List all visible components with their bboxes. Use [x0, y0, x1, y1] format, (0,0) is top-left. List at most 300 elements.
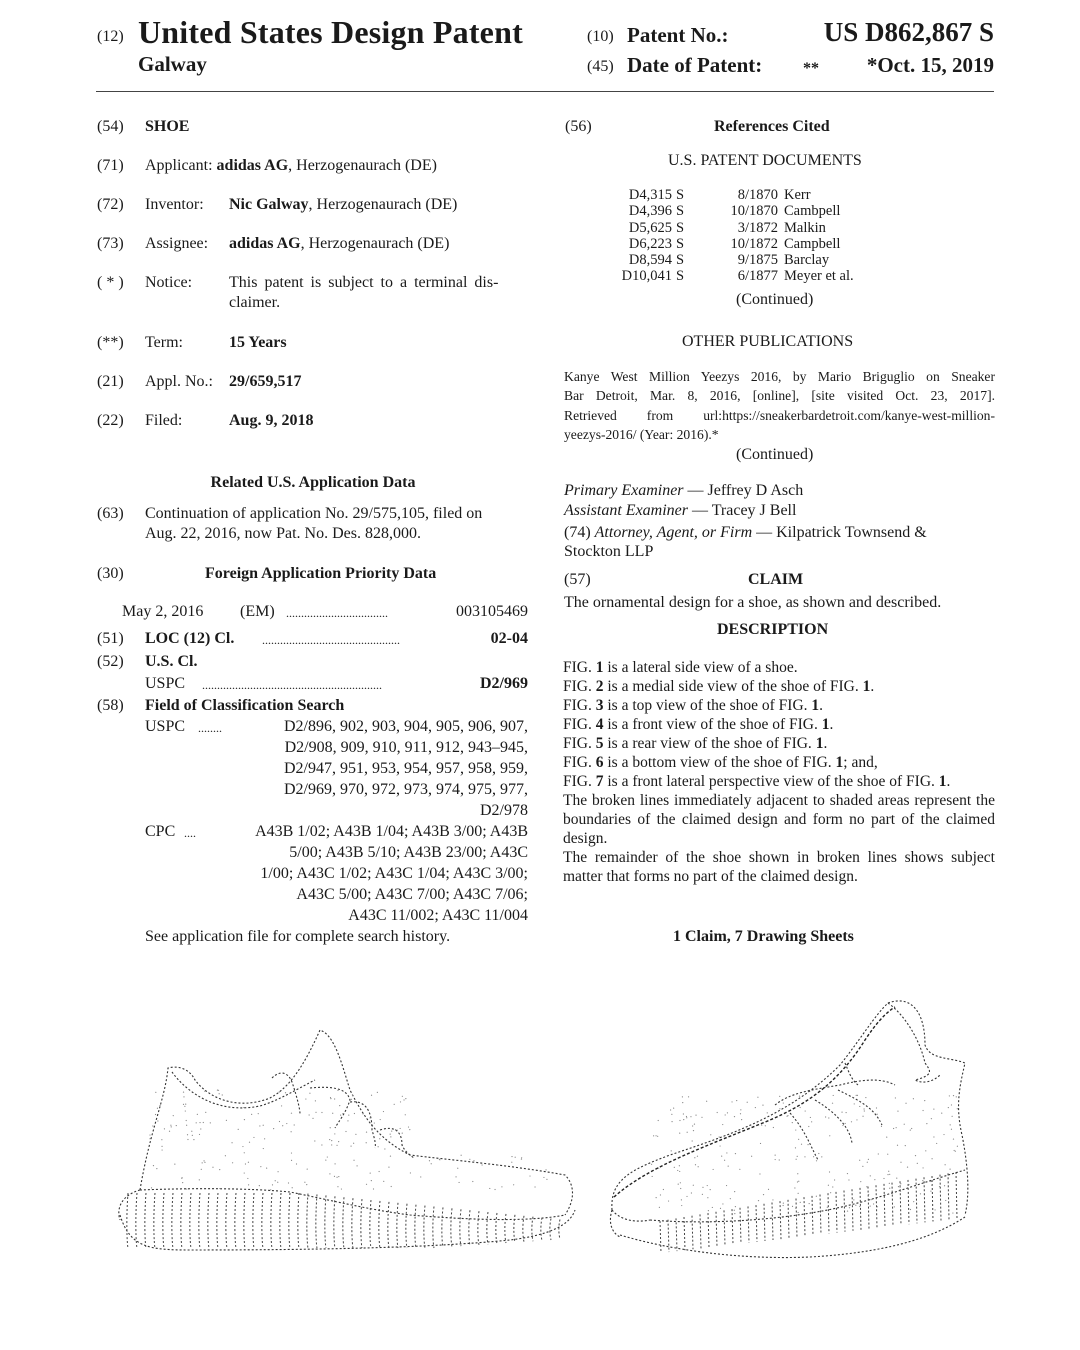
stipple-dot — [282, 1125, 283, 1126]
stipple-dot — [945, 1200, 946, 1201]
stipple-dot — [813, 1156, 814, 1157]
reference-kind: S — [676, 187, 685, 203]
stipple-dot — [798, 1139, 799, 1140]
stipple-dot — [797, 1173, 798, 1174]
description-heading: DESCRIPTION — [717, 621, 829, 638]
upper-outline — [140, 1030, 573, 1215]
stipple-dot — [953, 1138, 954, 1139]
stipple-dot — [671, 1150, 672, 1151]
inid-code-54: (54) — [97, 118, 124, 135]
field-uspc-dots: ........ — [198, 721, 222, 735]
stipple-dot — [887, 1154, 888, 1155]
stipple-dot — [231, 1142, 232, 1143]
stipple-dot — [200, 1128, 201, 1129]
stipple-dot — [397, 1130, 398, 1131]
stipple-dot — [149, 1134, 150, 1135]
stipple-dot — [330, 1127, 331, 1128]
stipple-dot — [383, 1181, 384, 1182]
reference-name: Malkin — [784, 219, 826, 236]
stipple-dot — [779, 1096, 780, 1097]
stipple-dot — [860, 1181, 861, 1182]
notice-text-line2: claimer. — [229, 294, 281, 311]
reference-kind: S — [676, 219, 685, 236]
stipple-dot — [263, 1125, 264, 1126]
stipple-dot — [153, 1165, 154, 1166]
stipple-dot — [957, 1108, 958, 1109]
reference-row — [600, 268, 854, 284]
loc-label: LOC (12) Cl. — [145, 630, 235, 647]
stipple-dot — [679, 1171, 680, 1172]
stipple-dot — [779, 1108, 780, 1109]
stipple-dot — [686, 1116, 687, 1117]
sole-rib — [388, 1202, 389, 1248]
stipple-dot — [511, 1156, 512, 1157]
inid-code-52: (52) — [97, 653, 124, 670]
stipple-dot — [244, 1172, 245, 1173]
stipple-dot — [332, 1113, 333, 1114]
other-publications-heading: OTHER PUBLICATIONS — [682, 333, 854, 350]
stipple-dot — [862, 1166, 863, 1167]
sole-rib — [136, 1193, 137, 1248]
stipple-dot — [702, 1187, 703, 1188]
reference-row — [600, 203, 854, 219]
stipple-dot — [494, 1189, 495, 1190]
stipple-dot — [501, 1186, 502, 1187]
loc-leader-dots: .............................................. — [262, 633, 400, 647]
stipple-dot — [164, 1128, 165, 1129]
stipple-dot — [197, 1114, 198, 1115]
stipple-dot — [854, 1103, 855, 1104]
stipple-dot — [161, 1139, 162, 1140]
stipple-dot — [679, 1165, 680, 1166]
stipple-dot — [238, 1129, 239, 1130]
stipple-dot — [873, 1203, 874, 1204]
stipple-dot — [395, 1129, 396, 1130]
inventor-field — [229, 196, 457, 214]
stipple-dot — [727, 1112, 728, 1113]
stipple-dot — [829, 1135, 830, 1136]
stipple-dot — [948, 1107, 949, 1108]
stipple-dot — [330, 1098, 331, 1099]
stipple-dot — [722, 1203, 723, 1204]
collar-line — [172, 1072, 315, 1108]
stipple-dot — [225, 1155, 226, 1156]
stipple-dot — [818, 1153, 819, 1154]
stipple-dot — [373, 1188, 374, 1189]
stipple-dot — [218, 1090, 219, 1091]
stipple-dot — [834, 1179, 835, 1180]
stipple-dot — [833, 1095, 834, 1096]
sole-rib — [505, 1214, 506, 1243]
stipple-dot — [660, 1194, 661, 1195]
stipple-dot — [863, 1108, 864, 1109]
stipple-dot — [277, 1182, 278, 1183]
stipple-dot — [348, 1114, 349, 1115]
stipple-dot — [868, 1159, 869, 1160]
sole-rib — [163, 1193, 164, 1248]
stipple-dot — [712, 1207, 713, 1208]
stipple-dot — [845, 1123, 846, 1124]
stipple-dot — [439, 1159, 440, 1160]
stipple-dot — [846, 1112, 847, 1113]
stipple-dot — [945, 1164, 946, 1165]
stipple-dot — [853, 1199, 854, 1200]
reference-number: D5,625 — [628, 219, 672, 236]
stipple-dot — [183, 1092, 184, 1093]
stipple-dot — [183, 1096, 184, 1097]
stipple-dot — [933, 1108, 934, 1109]
stipple-dot — [199, 1122, 200, 1123]
stipple-dot — [710, 1189, 711, 1190]
toe-cap — [612, 1210, 650, 1221]
stipple-dot — [691, 1192, 692, 1193]
sole-rib — [271, 1193, 272, 1248]
header-divider — [96, 91, 994, 92]
stipple-dot — [671, 1114, 672, 1115]
sole-rib — [325, 1195, 326, 1248]
stipple-dot — [682, 1096, 683, 1097]
stipple-dot — [285, 1092, 286, 1093]
stipple-dot — [259, 1125, 260, 1126]
sole-rib — [181, 1193, 182, 1248]
figure-description: FIG. 7 is a front lateral perspective view of the shoe of FIG. 1. — [563, 773, 951, 790]
stipple-dot — [910, 1129, 911, 1130]
applicant-name: adidas AG — [216, 157, 289, 174]
stipple-dot — [191, 1131, 192, 1132]
stipple-dot — [173, 1115, 174, 1116]
field-uspc-line: D2/978 — [480, 802, 528, 819]
stipple-dot — [259, 1185, 260, 1186]
stipple-dot — [758, 1200, 759, 1201]
sole-rib — [145, 1193, 146, 1248]
stipple-dot — [677, 1170, 678, 1171]
stipple-dot — [192, 1135, 193, 1136]
stipple-dot — [805, 1110, 806, 1111]
reference-date: 8/1870 — [737, 187, 778, 203]
stipple-dot — [351, 1099, 352, 1100]
reference-name: Kerr — [784, 187, 811, 203]
other-publication-line: Bar Detroit, Mar. 8, 2016, [online], [site visited Oct. 23, 2017]. — [564, 388, 995, 404]
continuation-line2: Aug. 22, 2016, now Pat. No. Des. 828,000. — [145, 525, 421, 542]
stipple-dot — [706, 1101, 707, 1102]
term-value: 15 Years — [229, 334, 287, 351]
reference-row — [600, 220, 854, 236]
stipple-dot — [543, 1177, 544, 1178]
stipple-dot — [870, 1199, 871, 1200]
stipple-dot — [306, 1184, 307, 1185]
stipple-dot — [193, 1139, 194, 1140]
other-publication-line: yeezys-2016/ (Year: 2016).* — [564, 426, 719, 442]
stipple-dot — [922, 1110, 923, 1111]
stipple-dot — [366, 1132, 367, 1133]
sole-rib — [804, 1197, 805, 1236]
stipple-dot — [337, 1186, 338, 1187]
stipple-dot — [185, 1110, 186, 1111]
stipple-dot — [880, 1121, 881, 1122]
primary-examiner-name: — Jeffrey D Asch — [683, 482, 804, 499]
stipple-dot — [708, 1210, 709, 1211]
sole-rib — [541, 1218, 542, 1241]
stipple-dot — [797, 1156, 798, 1157]
stipple-dot — [291, 1113, 292, 1114]
stipple-dot — [455, 1176, 456, 1177]
stipple-dot — [314, 1140, 315, 1141]
stipple-dot — [205, 1112, 206, 1113]
stipple-dot — [877, 1206, 878, 1207]
assignee-name: adidas AG — [229, 235, 301, 252]
stipple-dot — [881, 1126, 882, 1127]
priority-number: 003105469 — [456, 603, 528, 620]
stipple-dot — [735, 1206, 736, 1207]
stipple-dot — [342, 1113, 343, 1114]
reference-date: 10/1870 — [730, 203, 778, 220]
stipple-dot — [513, 1184, 514, 1185]
stipple-dot — [247, 1178, 248, 1179]
lace — [310, 1087, 350, 1128]
stipple-dot — [808, 1126, 809, 1127]
stipple-dot — [219, 1188, 220, 1189]
stipple-dot — [739, 1169, 740, 1170]
sole-rib — [876, 1185, 877, 1228]
stipple-dot — [859, 1106, 860, 1107]
stipple-dot — [734, 1116, 735, 1117]
sole-rib — [956, 1172, 957, 1219]
appl-no-label: Appl. No.: — [145, 373, 213, 390]
stipple-dot — [270, 1189, 271, 1190]
reference-kind: S — [676, 235, 685, 252]
stipple-dot — [371, 1095, 372, 1096]
stipple-dot — [859, 1206, 860, 1207]
assistant-examiner-label: Assistant Examiner — [564, 502, 688, 519]
sole-rib — [924, 1177, 925, 1222]
stipple-dot — [693, 1185, 694, 1186]
inid-code-notice: ( * ) — [97, 274, 124, 291]
stipple-dot — [263, 1148, 264, 1149]
invention-title: SHOE — [145, 118, 190, 135]
sole-rib — [660, 1221, 661, 1253]
stipple-dot — [402, 1096, 403, 1097]
sole-rib — [828, 1193, 829, 1233]
filed-label: Filed: — [145, 412, 183, 429]
stipple-dot — [409, 1129, 410, 1130]
stipple-dot — [717, 1112, 718, 1113]
stipple-dot — [249, 1142, 250, 1143]
stipple-dot — [841, 1112, 842, 1113]
inventor-name: Nic Galway — [229, 196, 309, 213]
stipple-dot — [710, 1134, 711, 1135]
figure-description: FIG. 3 is a top view of the shoe of FIG. 1. — [563, 697, 824, 714]
midsole-bottom — [620, 1217, 965, 1258]
stipple-dot — [281, 1105, 282, 1106]
stipple-dot — [243, 1107, 244, 1108]
stipple-dot — [734, 1213, 735, 1214]
sole-rib — [307, 1194, 308, 1248]
stipple-dot — [795, 1129, 796, 1130]
stipple-dot — [772, 1199, 773, 1200]
stipple-dot — [859, 1160, 860, 1161]
stipple-dot — [204, 1091, 205, 1092]
stipple-dot — [736, 1100, 737, 1101]
field-cpc-line: A43B 1/02; A43B 1/04; A43B 3/00; A43B — [255, 823, 528, 840]
sole-rib — [892, 1183, 893, 1227]
sole-rib — [772, 1202, 773, 1240]
lace — [350, 1102, 375, 1148]
inid-code-30: (30) — [97, 565, 124, 582]
stipple-dot — [291, 1131, 292, 1132]
sole-rib — [127, 1193, 128, 1248]
stipple-dot — [683, 1113, 684, 1114]
figure-description: FIG. 6 is a bottom view of the shoe of FIG. 1; and, — [563, 754, 878, 771]
sole-rib — [940, 1175, 941, 1221]
stipple-dot — [345, 1131, 346, 1132]
sole-rib — [172, 1193, 173, 1248]
stipple-dot — [931, 1185, 932, 1186]
stipple-dot — [161, 1146, 162, 1147]
stipple-dot — [792, 1206, 793, 1207]
stipple-dot — [264, 1138, 265, 1139]
lace — [838, 1090, 882, 1125]
figure-description: FIG. 1 is a lateral side view of a shoe. — [563, 659, 798, 676]
stipple-dot — [807, 1144, 808, 1145]
reference-row — [600, 236, 854, 252]
stipple-dot — [695, 1114, 696, 1115]
sole-rib — [208, 1193, 209, 1248]
priority-date: May 2, 2016 — [122, 603, 204, 620]
stipple-dot — [182, 1182, 183, 1183]
stipple-dot — [832, 1186, 833, 1187]
midsole-bottom — [120, 1210, 575, 1250]
stipple-dot — [187, 1139, 188, 1140]
stipple-dot — [253, 1137, 254, 1138]
field-search-heading: Field of Classification Search — [145, 697, 345, 714]
foreign-priority-heading: Foreign Application Priority Data — [205, 565, 437, 582]
stipple-dot — [334, 1133, 335, 1134]
patent-no-label: Patent No.: — [627, 23, 729, 47]
stipple-dot — [378, 1146, 379, 1147]
stipple-dot — [827, 1207, 828, 1208]
claim-text: The ornamental design for a shoe, as shown and described. — [564, 594, 942, 611]
stipple-dot — [461, 1155, 462, 1156]
filed-value: Aug. 9, 2018 — [229, 412, 314, 429]
claims-sheets-summary: 1 Claim, 7 Drawing Sheets — [673, 928, 854, 945]
stipple-dot — [926, 1123, 927, 1124]
stipple-dot — [402, 1133, 403, 1134]
stipple-dot — [651, 1164, 652, 1165]
lace — [775, 1080, 895, 1105]
stipple-dot — [939, 1186, 940, 1187]
stipple-dot — [857, 1095, 858, 1096]
patent-number: US D862,867 S — [823, 17, 994, 47]
sole-rib — [700, 1214, 701, 1248]
sole-rib — [415, 1205, 416, 1248]
stipple-dot — [779, 1159, 780, 1160]
stipple-dot — [905, 1103, 906, 1104]
stipple-dot — [941, 1113, 942, 1114]
stipple-dot — [799, 1096, 800, 1097]
stipple-dot — [795, 1208, 796, 1209]
stipple-dot — [847, 1173, 848, 1174]
stipple-dot — [305, 1098, 306, 1099]
stipple-dot — [798, 1181, 799, 1182]
primary-examiner-label: Primary Examiner — [564, 482, 684, 499]
stipple-dot — [329, 1139, 330, 1140]
stipple-dot — [674, 1167, 675, 1168]
sole-rib — [343, 1197, 344, 1248]
stipple-dot — [849, 1207, 850, 1208]
stipple-dot — [686, 1196, 687, 1197]
stipple-dot — [915, 1155, 916, 1156]
stipple-dot — [925, 1150, 926, 1151]
stipple-dot — [203, 1160, 204, 1161]
reference-number: D4,315 — [628, 187, 672, 203]
date-of-patent: *Oct. 15, 2019 — [866, 53, 994, 77]
stipple-dot — [366, 1184, 367, 1185]
stipple-dot — [149, 1138, 150, 1139]
term-label: Term: — [145, 334, 183, 351]
inid-code-22: (22) — [97, 412, 124, 429]
stipple-dot — [695, 1164, 696, 1165]
sole-rib — [298, 1193, 299, 1248]
inid-code-term: (**) — [97, 334, 124, 351]
stipple-dot — [894, 1206, 895, 1207]
field-cpc-line: 5/00; A43B 5/10; A43B 23/00; A43C — [289, 844, 528, 861]
stipple-dot — [931, 1118, 932, 1119]
stipple-dot — [457, 1168, 458, 1169]
stipple-dot — [391, 1130, 392, 1131]
inventor-place: , Herzogenaurach (DE) — [308, 196, 458, 213]
sole-rib — [676, 1218, 677, 1251]
stipple-dot — [362, 1113, 363, 1114]
stipple-dot — [186, 1188, 187, 1189]
sole-rib — [559, 1219, 560, 1239]
sole-rib — [379, 1201, 380, 1248]
stipple-dot — [171, 1126, 172, 1127]
stipple-dot — [671, 1121, 672, 1122]
stipple-dot — [390, 1155, 391, 1156]
assignee-place: , Herzogenaurach (DE) — [300, 235, 450, 252]
field-cpc-dots: .... — [184, 826, 196, 840]
sole-rib — [780, 1201, 781, 1239]
stipple-dot — [296, 1163, 297, 1164]
stipple-dot — [740, 1109, 741, 1110]
stipple-dot — [670, 1109, 671, 1110]
stipple-dot — [488, 1164, 489, 1165]
inid-code-74: (74) — [564, 524, 591, 541]
stipple-dot — [403, 1099, 404, 1100]
inid-code-51: (51) — [97, 630, 124, 647]
stipple-dot — [889, 1183, 890, 1184]
stipple-dot — [186, 1120, 187, 1121]
assistant-examiner — [564, 502, 796, 520]
uspc-value: D2/969 — [480, 675, 528, 692]
shoe-lateral-side-view-drawing — [110, 1010, 590, 1290]
stipple-dot — [169, 1131, 170, 1132]
reference-kind: S — [676, 252, 685, 269]
sole-rib — [154, 1193, 155, 1248]
stipple-dot — [390, 1134, 391, 1135]
stipple-dot — [458, 1182, 459, 1183]
stipple-dot — [347, 1120, 348, 1121]
stipple-dot — [910, 1209, 911, 1210]
stipple-dot — [957, 1146, 958, 1147]
sole-rib — [532, 1217, 533, 1241]
stipple-dot — [370, 1117, 371, 1118]
stipple-dot — [469, 1159, 470, 1160]
stipple-dot — [370, 1172, 371, 1173]
stipple-dot — [658, 1120, 659, 1121]
stipple-dot — [652, 1176, 653, 1177]
stipple-dot — [377, 1092, 378, 1093]
